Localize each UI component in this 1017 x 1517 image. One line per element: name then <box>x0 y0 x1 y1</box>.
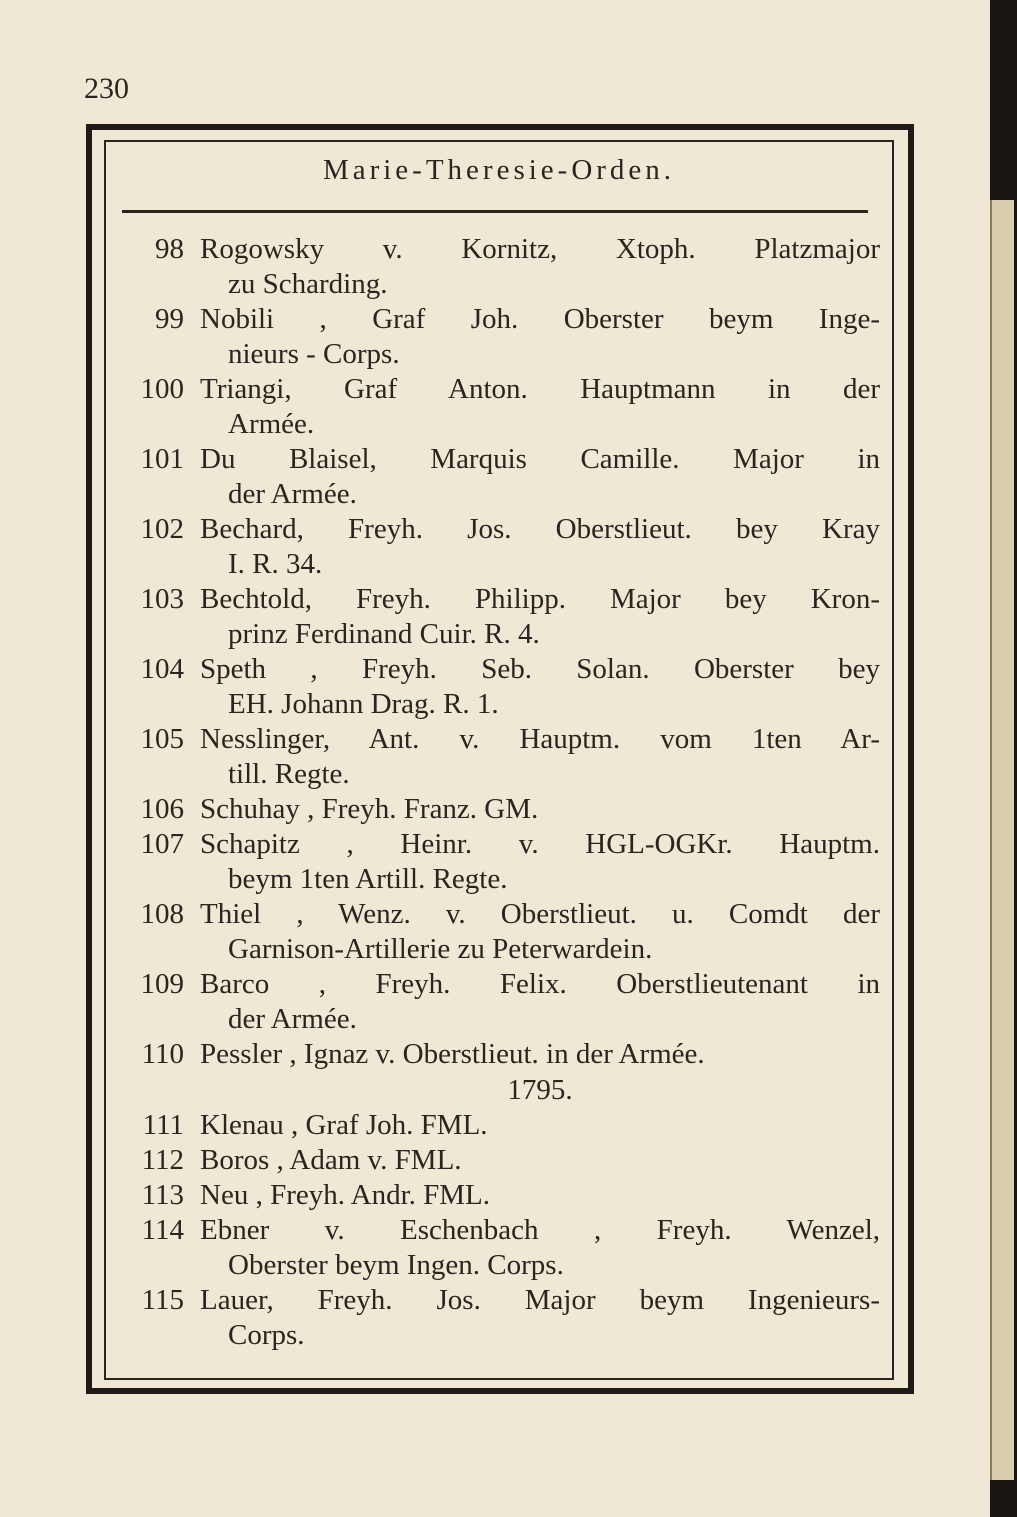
list-item <box>120 372 880 442</box>
list-item <box>120 897 880 967</box>
entry-text: Ebner v. Eschenbach , Freyh. Wenzel, <box>200 1214 880 1246</box>
entry-number: 111 <box>142 1109 184 1141</box>
entry-text: Thiel , Wenz. v. Oberstlieut. u. Comdt der <box>200 898 880 930</box>
entry-list <box>120 232 880 1353</box>
entry-text-continued: der Armée. <box>228 478 357 510</box>
list-item <box>120 512 880 582</box>
entry-text-continued: der Armée. <box>228 1003 357 1035</box>
entry-number: 99 <box>155 303 184 335</box>
entry-text: Schuhay , Freyh. Franz. GM. <box>200 793 539 825</box>
entry-text-continued: Oberster beym Ingen. Corps. <box>228 1249 564 1281</box>
entry-number: 106 <box>140 793 184 825</box>
header-rule <box>122 210 868 213</box>
list-item <box>120 1213 880 1283</box>
entry-text: Nesslinger, Ant. v. Hauptm. vom 1ten Ar- <box>200 723 880 755</box>
entry-text: Rogowsky v. Kornitz, Xtoph. Platzmajor <box>200 233 880 265</box>
entry-number: 110 <box>141 1038 184 1070</box>
entry-text: Du Blaisel, Marquis Camille. Major in <box>200 443 880 475</box>
entry-number: 105 <box>140 723 184 755</box>
entry-text: Triangi, Graf Anton. Hauptmann in der <box>200 373 880 405</box>
page-edge-strip <box>990 200 1014 1480</box>
entry-number: 102 <box>140 513 184 545</box>
list-item <box>120 722 880 792</box>
entry-number: 108 <box>140 898 184 930</box>
entry-text-continued: Corps. <box>228 1319 305 1351</box>
entry-number: 104 <box>140 653 184 685</box>
entry-number: 103 <box>140 583 184 615</box>
entry-text: Speth , Freyh. Seb. Solan. Oberster bey <box>200 653 880 685</box>
entry-text: Barco , Freyh. Felix. Oberstlieutenant in <box>200 968 880 1000</box>
entry-number: 112 <box>141 1144 184 1176</box>
entry-number: 98 <box>155 233 184 265</box>
entry-text-continued: I. R. 34. <box>228 548 323 580</box>
entry-text: Lauer, Freyh. Jos. Major beym Ingenieurs- <box>200 1284 880 1316</box>
entry-text-continued: Armée. <box>228 408 315 440</box>
entry-number: 109 <box>140 968 184 1000</box>
list-item <box>120 302 880 372</box>
year-heading: 1795. <box>507 1074 573 1106</box>
list-item <box>120 582 880 652</box>
entry-number: 100 <box>140 373 184 405</box>
entry-text-continued: beym 1ten Artill. Regte. <box>228 863 508 895</box>
list-item <box>120 1143 880 1178</box>
entry-number: 107 <box>140 828 184 860</box>
entry-text-continued: prinz Ferdinand Cuir. R. 4. <box>228 618 540 650</box>
entry-text-continued: zu Scharding. <box>228 268 388 300</box>
list-item <box>120 232 880 302</box>
entry-text: Pessler , Ignaz v. Oberstlieut. in der Armée. <box>200 1038 705 1070</box>
entry-text: Klenau , Graf Joh. FML. <box>200 1109 488 1141</box>
entry-text: Bechard, Freyh. Jos. Oberstlieut. bey Kray <box>200 513 880 545</box>
list-item <box>120 1037 880 1072</box>
entry-text-continued: EH. Johann Drag. R. 1. <box>228 688 499 720</box>
page-number: 230 <box>84 72 129 105</box>
entry-text: Boros , Adam v. FML. <box>200 1144 462 1176</box>
list-item <box>120 442 880 512</box>
entry-number: 114 <box>141 1214 184 1246</box>
entry-number: 115 <box>141 1284 184 1316</box>
entry-text: Bechtold, Freyh. Philipp. Major bey Kron- <box>200 583 880 615</box>
entry-text-continued: till. Regte. <box>228 758 350 790</box>
entry-number: 101 <box>140 443 184 475</box>
entry-text-continued: nieurs - Corps. <box>228 338 400 370</box>
list-item <box>120 1108 880 1143</box>
entry-text: Nobili , Graf Joh. Oberster beym Inge- <box>200 303 880 335</box>
entry-number: 113 <box>141 1179 184 1211</box>
list-item <box>120 792 880 827</box>
entry-text: Neu , Freyh. Andr. FML. <box>200 1179 490 1211</box>
list-item <box>120 652 880 722</box>
list-item <box>120 967 880 1037</box>
entry-text: Schapitz , Heinr. v. HGL-OGKr. Hauptm. <box>200 828 880 860</box>
section-header: Marie-Theresie-Orden. <box>322 154 676 186</box>
list-item <box>120 1178 880 1213</box>
entry-text-continued: Garnison-Artillerie zu Peterwardein. <box>228 933 653 965</box>
list-item <box>120 827 880 897</box>
list-item <box>120 1283 880 1353</box>
